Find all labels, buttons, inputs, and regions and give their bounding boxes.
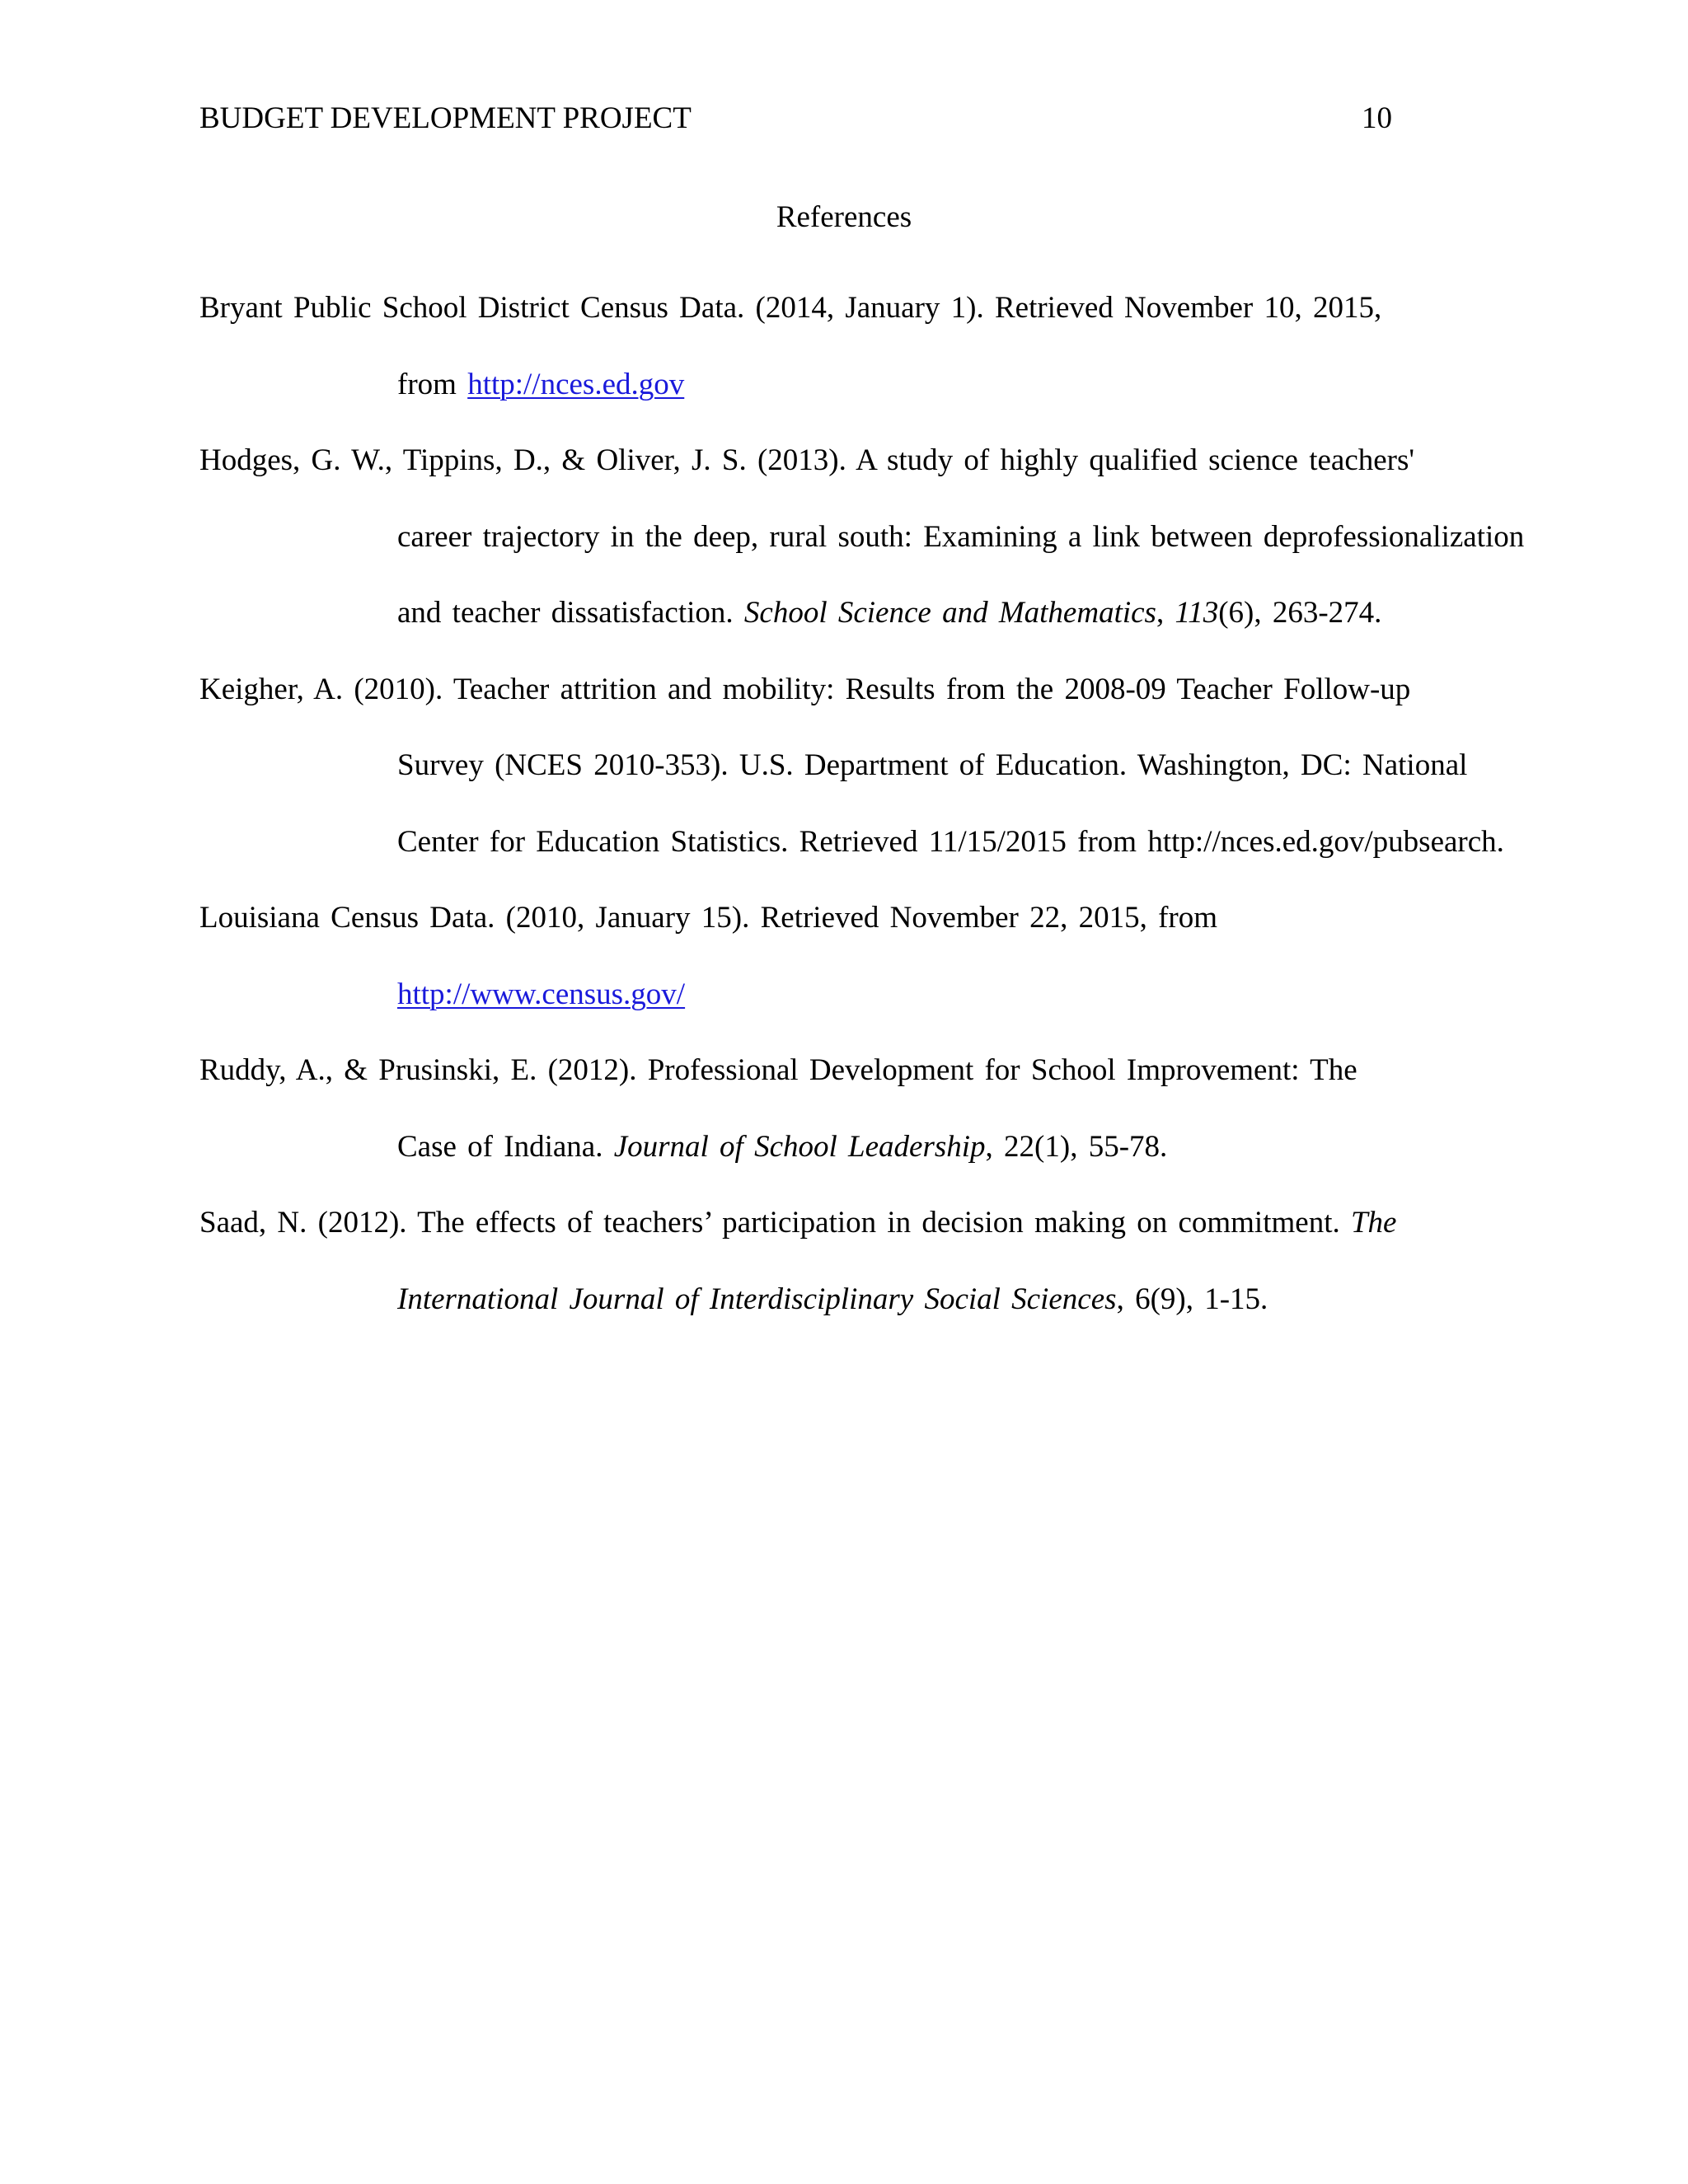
reference-line: Keigher, A. (2010). Teacher attrition and mobility: Results from the 2008-09 Teacher Follow-up <box>199 672 1411 706</box>
reference-text: , <box>1156 596 1175 630</box>
reference-text: Saad, N. (2012). The effects of teachers’ participation in decision making on commitment. <box>199 1206 1351 1240</box>
reference-text: (6), 263-274. <box>1218 596 1382 630</box>
reference-line <box>298 1109 1485 1186</box>
reference-text: and teacher dissatisfaction. <box>397 596 744 630</box>
reference-entry-bryant <box>199 270 1485 423</box>
reference-line: Survey (NCES 2010-353). U.S. Department of Education. Washington, DC: National <box>397 748 1468 782</box>
reference-entry-ruddy <box>199 1033 1485 1185</box>
reference-entry-keigher <box>199 652 1504 881</box>
reference-text: , 6(9), 1-15. <box>1116 1282 1268 1316</box>
running-head: BUDGET DEVELOPMENT PROJECT <box>199 101 692 135</box>
reference-line: Louisiana Census Data. (2010, January 15). Retrieved November 22, 2015, from <box>199 901 1218 935</box>
journal-title: Journal of School Leadership <box>613 1129 986 1164</box>
reference-line: career trajectory in the deep, rural south: Examining a link between deprofessionalization <box>397 519 1525 554</box>
reference-text: from <box>397 367 468 401</box>
reference-line: Bryant Public School District Census Data. (2014, January 1). Retrieved November 10, 2015, <box>199 291 1382 325</box>
page-number: 10 <box>1362 101 1392 135</box>
references-heading: References <box>776 200 912 234</box>
reference-line: Ruddy, A., & Prusinski, E. (2012). Professional Development for School Improvement: The <box>199 1053 1357 1087</box>
reference-list <box>199 270 1525 1338</box>
reference-entry-louisiana <box>199 880 1485 1033</box>
reference-line <box>298 1262 1485 1338</box>
journal-title-start: The <box>1350 1206 1397 1240</box>
journal-volume: 113 <box>1175 596 1219 630</box>
census-link[interactable]: http://www.census.gov/ <box>397 977 686 1011</box>
nces-link[interactable]: http://nces.ed.gov <box>467 367 685 401</box>
reference-line <box>298 575 1485 652</box>
reference-line <box>298 957 1485 1033</box>
reference-line: Hodges, G. W., Tippins, D., & Oliver, J. S. (2013). A study of highly qualified science teachers' <box>199 443 1415 477</box>
reference-line <box>199 1185 1485 1262</box>
reference-text: Case of Indiana. <box>397 1129 614 1164</box>
reference-entry-saad <box>199 1185 1485 1338</box>
reference-line <box>298 347 1485 424</box>
reference-line: Center for Education Statistics. Retrieved 11/15/2015 from http://nces.ed.gov/pubsearch. <box>397 824 1504 859</box>
journal-title: International Journal of Interdisciplinary Social Sciences <box>397 1282 1117 1316</box>
reference-entry-hodges <box>199 423 1525 652</box>
reference-text: , 22(1), 55-78. <box>985 1129 1168 1164</box>
journal-title: School Science and Mathematics <box>743 596 1156 630</box>
